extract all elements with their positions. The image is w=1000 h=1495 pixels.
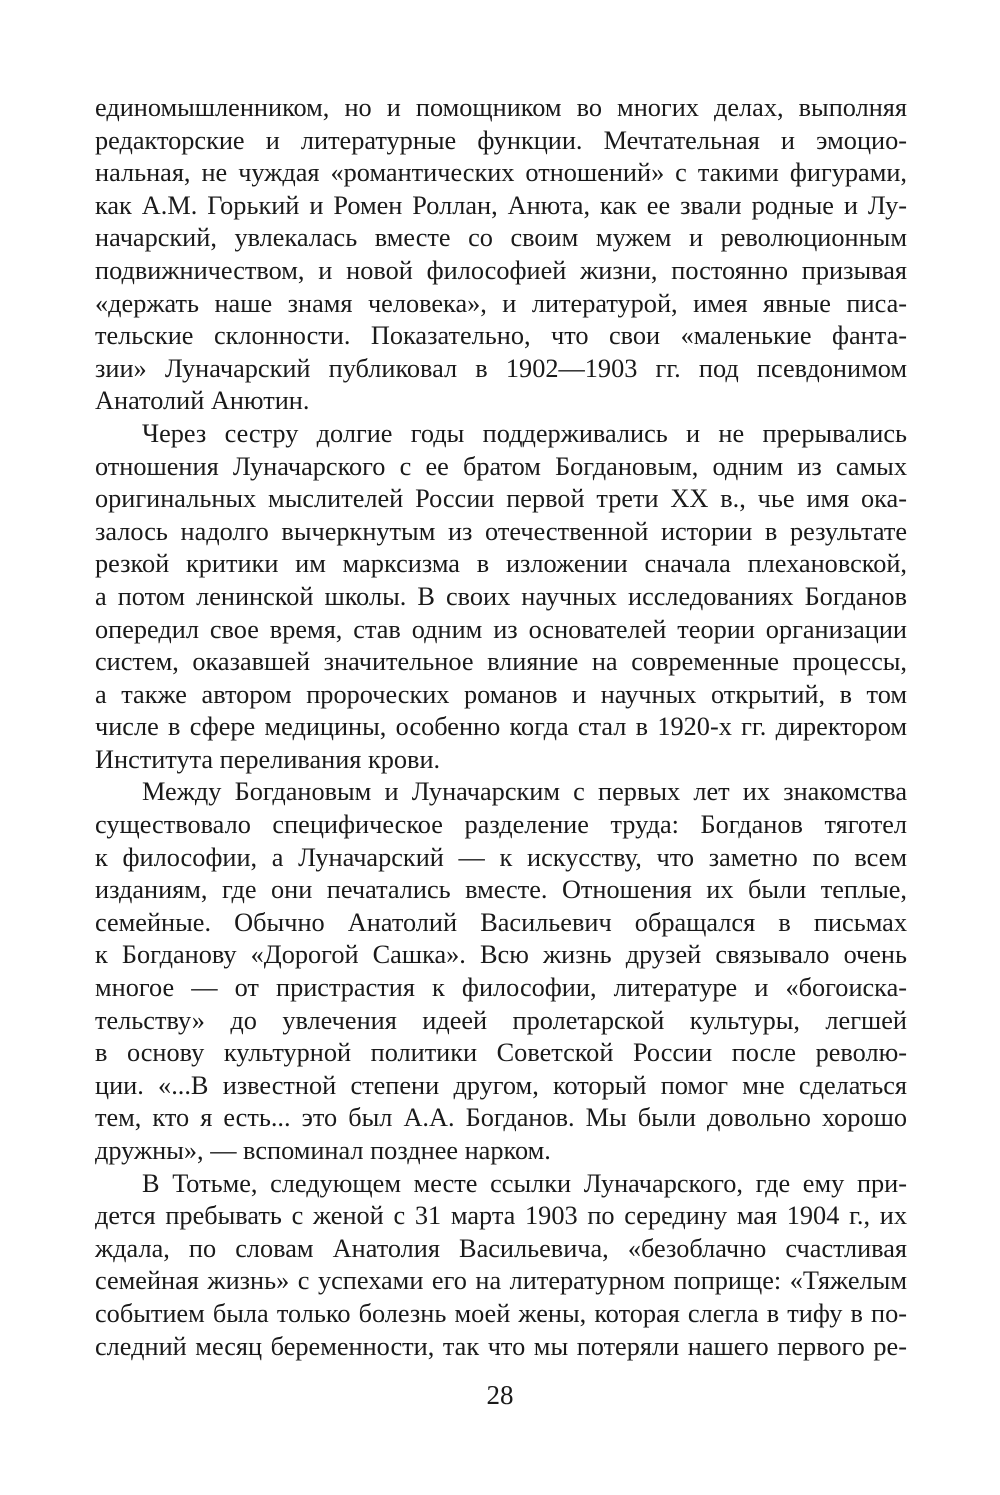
text-line: как А.М. Горький и Ромен Роллан, Анюта, как ее звали родные и Лу-	[95, 190, 907, 220]
text-line: Института переливания крови.	[95, 744, 441, 774]
text-line: к философии, а Луначарский — к искусству, что заметно по всем	[95, 842, 907, 872]
text-line: дется пребывать с женой с 31 марта 1903 по середину мая 1904 г., их	[95, 1201, 907, 1231]
text-line: тельству» до увлечения идеей пролетарской культуры, легшей	[95, 1005, 907, 1035]
text-line: тем, кто я есть... это был А.А. Богданов. Мы были довольно хорошо	[95, 1103, 907, 1133]
text-line: тельские склонности. Показательно, что свои «маленькие фанта-	[95, 321, 907, 351]
text-line: в основу культурной политики Советской России после револю-	[95, 1038, 907, 1068]
text-line: числе в сфере медицины, особенно когда стал в 1920-х гг. директором	[95, 712, 907, 742]
text-line: оригинальных мыслителей России первой трети XX в., чье имя ока-	[95, 484, 907, 514]
text-line: опередил свое время, став одним из основателей теории организации	[95, 614, 907, 644]
text-line: Между Богдановым и Луначарским с первых лет их знакомства	[142, 777, 907, 807]
text-line: к Богданову «Дорогой Сашка». Всю жизнь друзей связывало очень	[95, 940, 907, 970]
text-line: начарский, увлекалась вместе со своим мужем и революционным	[95, 223, 907, 253]
text-line: ции. «...В известной степени другом, который помог мне сделаться	[95, 1070, 907, 1100]
text-line: существовало специфическое разделение труда: Богданов тяготел	[95, 810, 907, 840]
text-line: залось надолго вычеркнутым из отечественной истории в результате	[95, 516, 907, 546]
text-line: событием была только болезнь моей жены, которая слегла в тифу в по-	[95, 1298, 907, 1328]
text-line: а потом ленинской школы. В своих научных исследованиях Богданов	[95, 581, 907, 611]
paragraph-3	[95, 776, 907, 1167]
page-body	[95, 92, 907, 1363]
text-line: следний месяц беременности, так что мы потеряли нашего первого ре-	[95, 1331, 907, 1361]
text-line: семейные. Обычно Анатолий Васильевич обращался в письмах	[95, 907, 907, 937]
text-line: Анатолий Анютин.	[95, 386, 310, 416]
text-line: отношения Луначарского с ее братом Богдановым, одним из самых	[95, 451, 907, 481]
page-number: 28	[486, 1380, 514, 1410]
text-line: зии» Луначарский публиковал в 1902—1903 гг. под псевдонимом	[95, 353, 907, 383]
text-line: а также автором пророческих романов и научных открытий, в том	[95, 679, 907, 709]
text-line: нальная, не чуждая «романтических отношений» с такими фигурами,	[95, 158, 907, 188]
text-line: дружны», — вспоминал позднее нарком.	[95, 1136, 551, 1165]
text-line: единомышленником, но и помощником во многих делах, выполняя	[95, 93, 907, 122]
text-line: «держать наше знамя человека», и литературой, имея явные писа-	[95, 288, 907, 318]
paragraph-4	[95, 1168, 907, 1364]
text-line: подвижничеством, и новой философией жизни, постоянно призывая	[95, 255, 907, 285]
text-line: Через сестру долгие годы поддерживались и не прерывались	[142, 418, 907, 448]
text-line: многое — от пристрастия к философии, литературе и «богоиска-	[95, 973, 907, 1003]
text-line: резкой критики им марксизма в изложении сначала плехановской,	[95, 549, 907, 579]
text-line: семейная жизнь» с успехами его на литературном поприще: «Тяжелым	[95, 1266, 907, 1296]
text-line: систем, оказавшей значительное влияние на современные процессы,	[95, 647, 907, 677]
paragraph-1	[95, 92, 907, 418]
text-line: изданиям, где они печатались вместе. Отношения их были теплые,	[95, 875, 907, 905]
text-line: ждала, по словам Анатолия Васильевича, «безоблачно счастливая	[95, 1233, 907, 1263]
paragraph-2	[95, 418, 907, 777]
text-line: редакторские и литературные функции. Мечтательная и эмоцио-	[95, 125, 907, 155]
text-line: В Тотьме, следующем месте ссылки Луначарского, где ему при-	[142, 1168, 907, 1198]
